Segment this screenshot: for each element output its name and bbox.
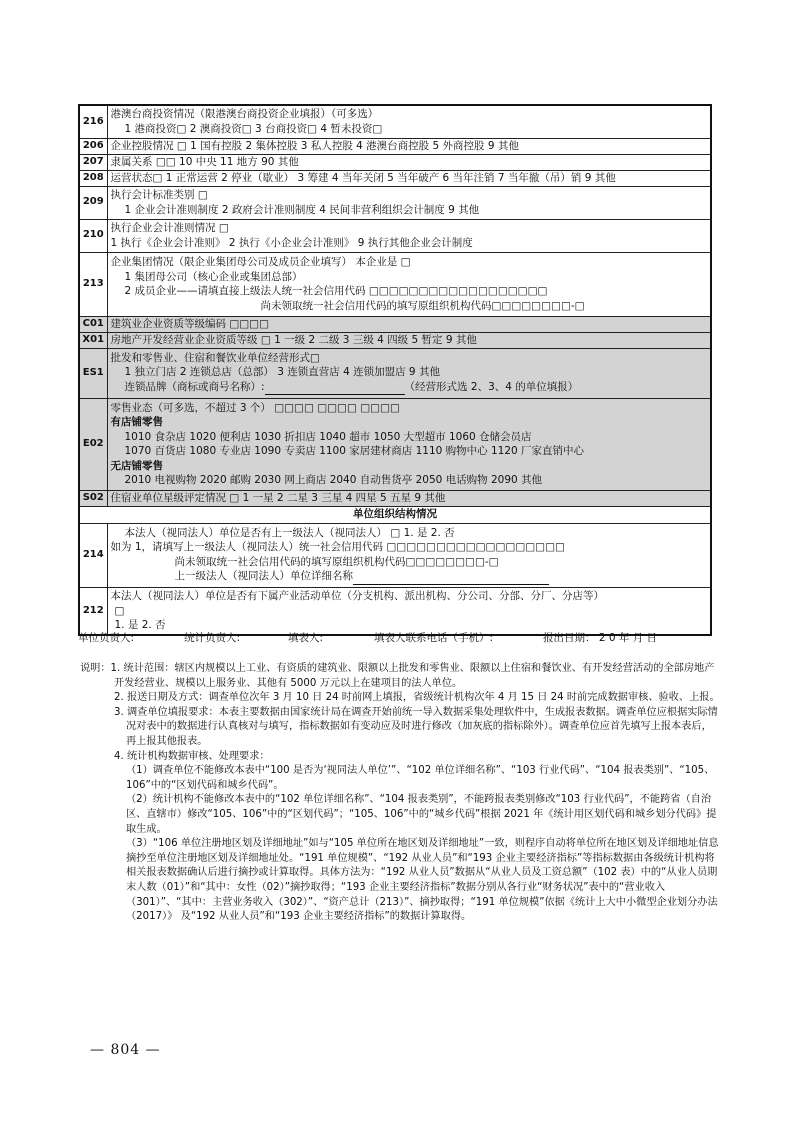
row-S02 <box>79 490 711 506</box>
row-code: 212 <box>79 587 107 635</box>
row-E02-nonstore-heading: 无店铺零售 <box>110 459 163 472</box>
filler-label: 填表人: <box>288 632 324 644</box>
row-209-question[interactable]: 执行会计标准类别 □ <box>110 189 208 201</box>
row-216-question: 港澳台商投资情况（限港澳台商投资企业填报）（可多选） <box>110 108 379 121</box>
row-code: E02 <box>79 398 107 490</box>
row-214-org-code[interactable]: 尚未领取统一社会信用代码的填写原组织机构代码□□□□□□□□-□ <box>174 555 499 568</box>
stat-head-label: 统计负责人: <box>184 632 241 644</box>
row-212-question: 本法人（视同法人）单位是否有下属产业活动单位（分支机构、派出机构、分公司、分部、分厂、分店等） <box>110 590 604 602</box>
row-code: ES1 <box>79 348 107 398</box>
row-code: 206 <box>79 138 107 154</box>
row-206 <box>79 138 711 154</box>
row-209 <box>79 186 711 219</box>
row-208 <box>79 170 711 186</box>
row-213-question[interactable]: 企业集团情况（限企业集团母公司及成员企业填写） 本企业是 □ <box>110 256 411 268</box>
row-209-options: 1 企业会计准则制度 2 政府会计准则制度 4 民间非营利组织会计制度 9 其他 <box>124 203 480 216</box>
row-C01 <box>79 316 711 332</box>
row-code: C01 <box>79 316 107 332</box>
row-213-option-1: 1 集团母公司（核心企业或集团总部） <box>124 270 303 283</box>
row-E02 <box>79 398 711 490</box>
note-3: 3. 调查单位填报要求：本表主要数据由国家统计局在调查开始前统一导入数据采集处理软件中，生成报表数据。调查单位应根据实际情况对表中的数据进行认真核对与填写，指标数据如有变动应及时进行修改（加灰底的指标除外）。调查单位应首先填写上报本表后，再上报其他报表。 <box>114 706 718 747</box>
row-214-name-input[interactable] <box>353 569 549 585</box>
row-code: S02 <box>79 490 107 506</box>
row-code: 209 <box>79 186 107 219</box>
row-ES1 <box>79 348 711 398</box>
page-number: — 804 — <box>90 1042 161 1058</box>
note-4: 4. 统计机构数据审核、处理要求： <box>114 750 270 762</box>
row-code: 210 <box>79 219 107 252</box>
row-E02-store-heading: 有店铺零售 <box>110 416 163 428</box>
brand-note: （经营形式选 2、3、4 的单位填报） <box>404 380 579 393</box>
row-code: 216 <box>79 105 107 138</box>
row-214-name-label: 上一级法人（视同法人）单位详细名称 <box>174 570 353 582</box>
row-213 <box>79 252 711 316</box>
row-E02-store-line-1: 1010 食杂店 1020 便利店 1030 折扣店 1040 超市 1050 大型超市 1060 仓储会员店 <box>124 430 532 443</box>
row-212-checkbox[interactable]: □ <box>114 604 125 617</box>
section-row <box>79 506 711 523</box>
row-code: 214 <box>79 523 107 587</box>
row-code: 208 <box>79 170 107 186</box>
row-214 <box>79 523 711 587</box>
note-2: 2. 报送日期及方式：调查单位次年 3 月 10 日 24 时前网上填报，省级统计机构次年 4 月 15 日 24 时前完成数据审核、验收、上报。 <box>114 692 720 704</box>
row-214-credit-code[interactable]: 如为 1，请填写上一级法人（视同法人）统一社会信用代码 □□□□□□□□□□□□□□□□□□ <box>110 541 565 553</box>
section-title: 单位组织结构情况 <box>79 506 711 523</box>
row-207-text[interactable]: 隶属关系 □□ 10 中央 11 地方 90 其他 <box>110 155 299 168</box>
row-ES1-options: 1 独立门店 2 连锁总店（总部） 3 连锁直营店 4 连锁加盟店 9 其他 <box>124 366 440 379</box>
row-206-text[interactable]: 企业控股情况 □ 1 国有控股 2 集体控股 3 私人控股 4 港澳台商控股 5 外商控股 9 其他 <box>110 139 519 152</box>
row-210 <box>79 219 711 252</box>
row-S02-text[interactable]: 住宿业单位星级评定情况 □ 1 一星 2 二星 3 三星 4 四星 5 五星 9 其他 <box>110 491 446 504</box>
row-207 <box>79 154 711 170</box>
phone-label: 填表人联系电话（手机）: <box>374 632 494 644</box>
row-212 <box>79 587 711 635</box>
row-E02-store-line-2: 1070 百货店 1080 专业店 1090 专卖店 1100 家居建材商店 1110 购物中心 1120 厂家直销中心 <box>124 445 585 457</box>
brand-input[interactable] <box>265 380 405 396</box>
unit-head-label: 单位负责人: <box>78 632 135 644</box>
note-4-3: （3）“106 单位注册地区划及详细地址”如与“105 单位所在地区划及详细地址”一致，则程序自动将单位所在地区划及详细地址信息摘抄至单位注册地区划及详细地址处。“191 单位规模”、“192 从业人员”和“193 企业主要经济指标”等指标数据由各级统计机构将相关报表数据确认后进行摘抄或计算取得。具体方法为：“192 从业人员”数据从“从业人员及工资总额”（102 表）中的“从业人员期末人数（01）”和“其中：女性（02）”摘抄取得；“193 企业主要经济指标”数据分别从各行业“财务状况”表中的“营业收入（301）”、“其中：主营业务收入（302）”、“资产总计（213）”、摘抄取得；“191 单位规模”依据《统计上大中小微型企业划分办法（2017）》 及“192 从业人员”和“193 企业主要经济指标”的数据计算取得。 <box>126 838 719 923</box>
row-code: X01 <box>79 332 107 348</box>
row-213-option-2[interactable]: 2 成员企业——请填直接上级法人统一社会信用代码 □□□□□□□□□□□□□□□□□□ <box>124 285 548 297</box>
note-4-1: （1）调查单位不能修改本表中“100 是否为‘视同法人单位’”、“102 单位详细名称”、“103 行业代码”、“104 报表类别”、“105、106”中的“区划代码和城乡代码”。 <box>126 765 715 791</box>
row-208-text[interactable]: 运营状态□ 1 正常运营 2 停业（歇业） 3 筹建 4 当年关闭 5 当年破产 6 当年注销 7 当年撤（吊）销 9 其他 <box>110 171 616 184</box>
row-216-options[interactable]: 1 港商投资□ 2 澳商投资□ 3 台商投资□ 4 暂未投资□ <box>124 122 383 135</box>
row-X01 <box>79 332 711 348</box>
row-210-options: 1 执行《企业会计准则》 2 执行《小企业会计准则》 9 执行其他企业会计制度 <box>110 236 473 249</box>
row-214-question[interactable]: 本法人（视同法人）单位是否有上一级法人（视同法人） □ 1. 是 2. 否 <box>124 526 455 539</box>
row-210-question[interactable]: 执行企业会计准则情况 □ <box>110 222 229 234</box>
row-X01-text[interactable]: 房地产开发经营业企业资质等级 □ 1 一级 2 二级 3 三级 4 四级 5 暂定 9 其他 <box>110 333 477 346</box>
row-213-org-code[interactable]: 尚未领取统一社会信用代码的填写原组织机构代码□□□□□□□□-□ <box>260 299 585 312</box>
row-code: 207 <box>79 154 107 170</box>
row-E02-nonstore-line: 2010 电视购物 2020 邮购 2030 网上商店 2040 自动售货亭 2050 电话购物 2090 其他 <box>124 474 543 486</box>
report-date: 报出日期： 2 0 年 月 日 <box>543 632 658 644</box>
row-E02-question[interactable]: 零售业态（可多选，不超过 3 个） □□□□ □□□□ □□□□ <box>110 401 400 414</box>
brand-label: 连锁品牌（商标或商号名称）: <box>124 380 265 393</box>
row-212-options: 1. 是 2. 否 <box>114 619 166 631</box>
notes-section <box>80 662 720 925</box>
row-ES1-brand <box>111 380 708 396</box>
note-1: 说明：1. 统计范围：辖区内规模以上工业、有资质的建筑业、限额以上批发和零售业、限额以上住宿和餐饮业、有开发经营活动的全部房地产开发经营业、规模以上服务业、其他有 5000 万元以上在建项目的法人单位。 <box>80 663 715 689</box>
row-ES1-question[interactable]: 批发和零售业、住宿和餐饮业单位经营形式□ <box>110 351 320 364</box>
row-C01-text[interactable]: 建筑业企业资质等级编码 □□□□ <box>110 317 270 330</box>
enterprise-info-form-table <box>78 104 712 636</box>
note-4-2: （2）统计机构不能修改本表中的“102 单位详细名称”、“104 报表类别”，不能跨报表类别修改“103 行业代码”，不能跨省（自治区、直辖市）修改“105、106”中的“区划代码”；“105、106”中的“城乡代码”根据 2021 年《统计用区划代码和城乡划分代码》提取生成。 <box>126 794 717 835</box>
row-code: 213 <box>79 252 107 316</box>
row-216 <box>79 105 711 138</box>
